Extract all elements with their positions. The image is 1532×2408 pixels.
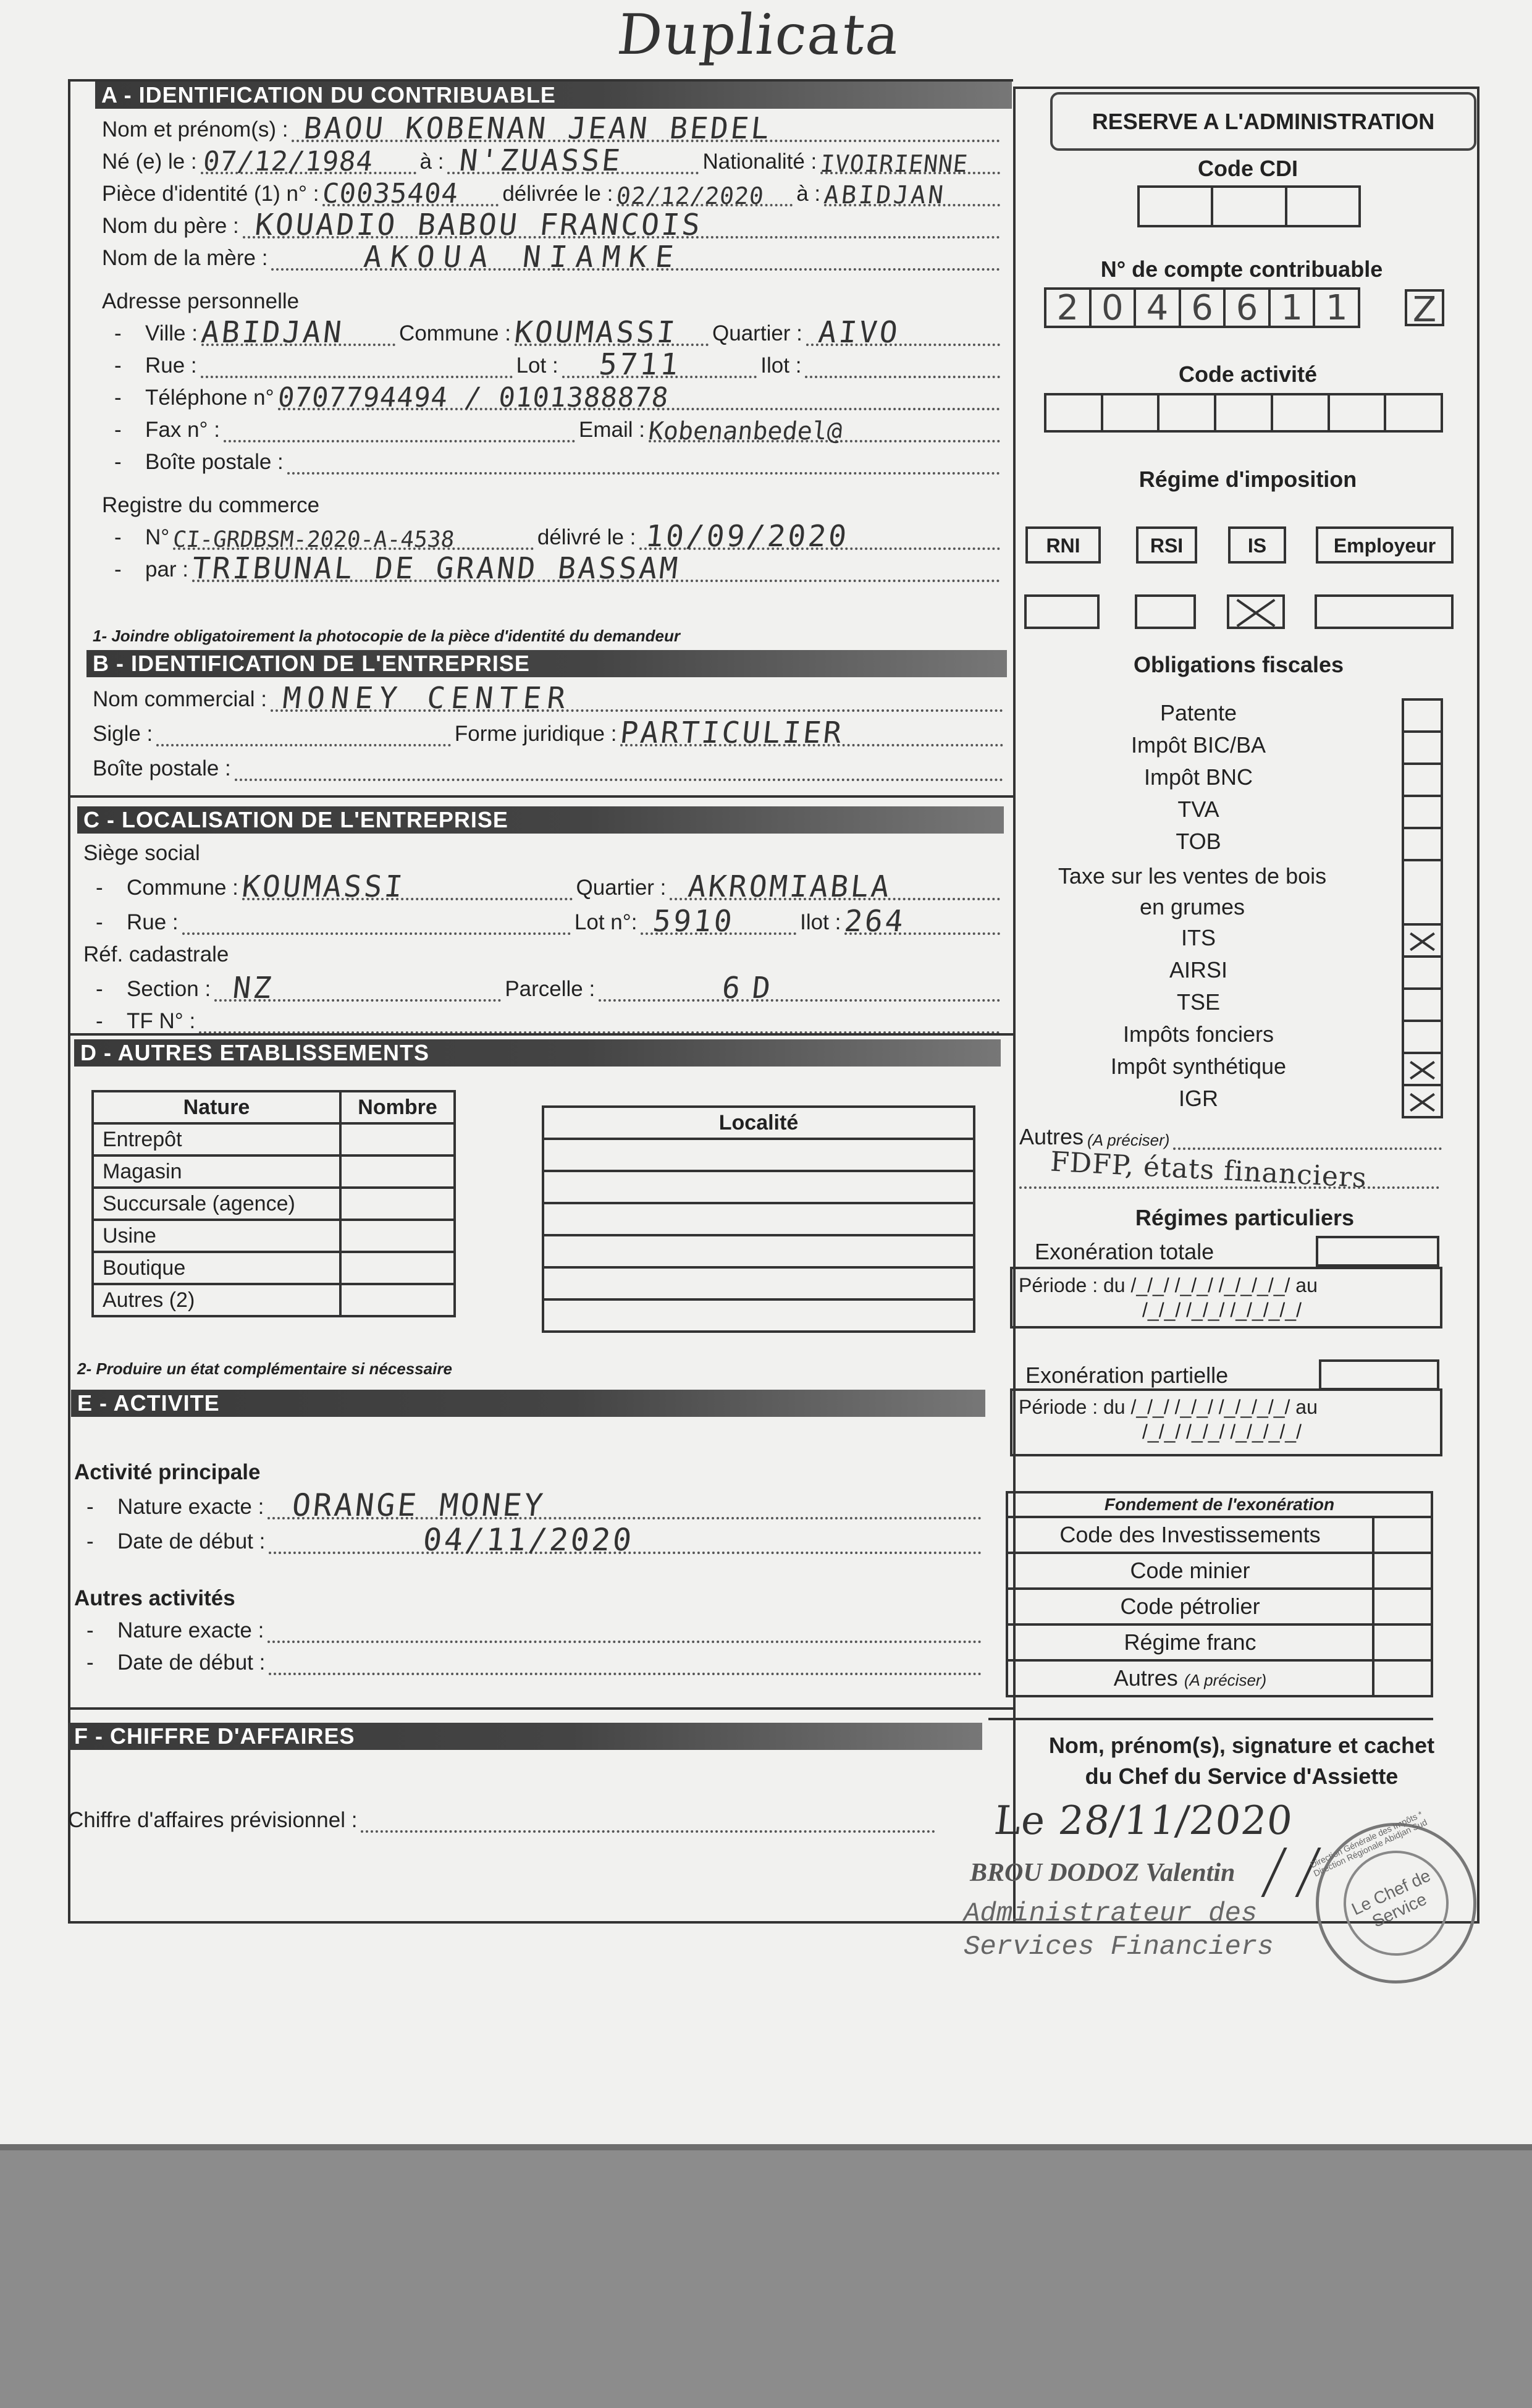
- field-telephone: - Téléphone n° 0707794494 / 0101388878: [102, 378, 1004, 410]
- col-nombre: Nombre: [340, 1091, 455, 1123]
- patente-checkbox[interactable]: [1402, 698, 1443, 733]
- fondement-header: Fondement de l'exonération: [1007, 1492, 1432, 1517]
- localite-input[interactable]: [543, 1203, 974, 1235]
- etablissements-table: [91, 1090, 456, 1317]
- parcelle-input[interactable]: [599, 971, 1000, 1005]
- label: N°: [145, 525, 170, 549]
- value: 10/09/2020: [644, 519, 851, 554]
- value: Kobenanbedel@: [647, 417, 844, 446]
- section-c-header: C - LOCALISATION DE L'ENTREPRISE: [77, 806, 1004, 834]
- field-bp-entreprise: [93, 746, 1007, 781]
- igr-checkbox-checked[interactable]: [1402, 1086, 1443, 1118]
- label: Ville :: [145, 321, 198, 345]
- regimes-particuliers-label: Régimes particuliers: [1135, 1205, 1355, 1230]
- value: ABIDJAN: [200, 315, 346, 350]
- label: Nom de la mère :: [102, 246, 268, 270]
- section-b-header: B - IDENTIFICATION DE L'ENTREPRISE: [86, 650, 1007, 677]
- taxe-bois-checkbox[interactable]: [1402, 861, 1443, 926]
- digit: 6: [1226, 290, 1271, 326]
- localite-table: [542, 1105, 975, 1333]
- label: Nom du père :: [102, 214, 239, 238]
- section-a-fields: [102, 110, 1004, 586]
- section-c: [77, 806, 1004, 1034]
- divider: [68, 1707, 1013, 1710]
- label: Téléphone n°: [145, 386, 274, 410]
- obligation-igr: IGR: [1178, 1086, 1218, 1111]
- nom-input[interactable]: [292, 111, 1000, 146]
- value: TRIBUNAL DE GRAND BASSAM: [190, 551, 682, 586]
- label: Nature exacte :: [117, 1495, 264, 1519]
- siege-heading: [83, 834, 1004, 866]
- value: ORANGE MONEY: [290, 1487, 547, 1523]
- value: 07/12/1984: [201, 146, 375, 177]
- value: KOUMASSI: [513, 315, 680, 350]
- localite-input[interactable]: [543, 1139, 974, 1171]
- fondement-label: Code pétrolier: [1007, 1589, 1373, 1624]
- par-input[interactable]: [190, 551, 1000, 586]
- nature-cell: Autres (2): [93, 1284, 340, 1316]
- field-chiffre-affaires: [68, 1804, 939, 1833]
- value: C0035404: [321, 178, 461, 209]
- field-pere: [102, 206, 1004, 242]
- table-row: [93, 1284, 455, 1316]
- label: Parcelle :: [505, 977, 596, 1001]
- field-sigle: [93, 712, 1007, 750]
- autres-date-input[interactable]: [269, 1654, 982, 1675]
- pere-input[interactable]: [243, 208, 1000, 242]
- regime-rni-checkbox[interactable]: [1024, 594, 1100, 629]
- exo-partielle-checkbox[interactable]: [1319, 1359, 1439, 1390]
- rue-entreprise-input[interactable]: [182, 914, 571, 935]
- fondement-label: Code des Investissements: [1007, 1517, 1373, 1553]
- bnc-checkbox[interactable]: [1402, 765, 1443, 797]
- piece-date-input[interactable]: [615, 182, 793, 209]
- value: BAOU KOBENAN JEAN BEDEL: [302, 111, 774, 146]
- digit: 0: [1092, 290, 1137, 326]
- nationalite-input[interactable]: [819, 150, 1000, 177]
- label: Rue :: [127, 910, 179, 934]
- value: 264: [843, 904, 907, 939]
- signature-date: Le 28/11/2020: [992, 1798, 1295, 1844]
- value: PARTICULIER: [618, 716, 846, 750]
- regime-rni-label: RNI: [1025, 526, 1101, 564]
- tva-checkbox[interactable]: [1402, 797, 1443, 829]
- nombre-input[interactable]: [340, 1188, 455, 1220]
- localite-input[interactable]: [543, 1171, 974, 1203]
- obligation-airsi: AIRSI: [1169, 957, 1228, 982]
- label: Autres: [1019, 1124, 1084, 1149]
- obligations-label: Obligations fiscales: [1133, 652, 1344, 677]
- rue-input[interactable]: [201, 357, 513, 378]
- value: 5910: [651, 904, 737, 939]
- label: Adresse personnelle: [102, 289, 300, 313]
- field-rue-entreprise: - Rue : Lot n°: 5910 Ilot : 264: [83, 900, 1004, 935]
- obligation-bic: Impôt BIC/BA: [1130, 732, 1266, 758]
- label: à :: [419, 150, 444, 174]
- hint: (A préciser): [1087, 1131, 1170, 1149]
- bp-entreprise-input[interactable]: [235, 760, 1003, 781]
- obligation-tse: TSE: [1176, 989, 1220, 1015]
- label: Nom commercial :: [93, 687, 267, 711]
- label: Registre du commerce: [102, 493, 320, 517]
- nombre-input[interactable]: [340, 1252, 455, 1284]
- fondement-checkbox[interactable]: [1373, 1660, 1432, 1696]
- field-commune-entreprise: - Commune : KOUMASSI Quartier : AKROMIABLA: [83, 866, 1004, 900]
- exo-totale-periode[interactable]: [1010, 1267, 1442, 1329]
- field-autres-date: - Date de début :: [74, 1643, 985, 1675]
- fondement-label: Autres: [1113, 1665, 1178, 1691]
- divider: [988, 1718, 1433, 1720]
- table-row: [93, 1123, 455, 1155]
- label: Date de début :: [117, 1529, 266, 1553]
- fondement-checkbox[interactable]: [1373, 1624, 1432, 1660]
- regime-employeur-checkbox[interactable]: [1315, 594, 1454, 629]
- fax-input[interactable]: [224, 421, 575, 442]
- obligation-patente: Patente: [1160, 700, 1237, 725]
- exo-totale-label: Exonération totale: [1035, 1239, 1214, 1264]
- value: KOUMASSI: [240, 869, 407, 904]
- label: Services Financiers: [964, 1932, 1274, 1962]
- label: Quartier :: [576, 876, 667, 900]
- commune-input[interactable]: [513, 315, 709, 350]
- tob-checkbox[interactable]: [1402, 829, 1443, 861]
- label: Boîte postale :: [145, 450, 284, 474]
- label: Email :: [579, 418, 645, 442]
- value: AKOUA NIAMKE: [362, 240, 684, 274]
- label: Section :: [127, 977, 211, 1001]
- nature-cell: Boutique: [93, 1252, 340, 1284]
- periode-line: /_/_/ /_/_/ /_/_/_/_/: [1142, 1299, 1302, 1321]
- fondement-checkbox[interactable]: [1373, 1589, 1432, 1624]
- section-d-header: D - AUTRES ETABLISSEMENTS: [74, 1039, 1001, 1067]
- periode-line: /_/_/ /_/_/ /_/_/_/_/: [1142, 1421, 1302, 1443]
- obligation-its: ITS: [1181, 925, 1216, 950]
- table-row: [1007, 1624, 1432, 1660]
- nature-cell: Succursale (agence): [93, 1188, 340, 1220]
- digit: 6: [1181, 290, 1226, 326]
- value: IVOIRIENNE: [819, 150, 970, 177]
- field-nom: [102, 110, 1004, 146]
- signatory-title: [964, 1897, 1274, 1964]
- lot-entreprise-input[interactable]: [641, 904, 796, 939]
- label: Lot :: [516, 353, 558, 378]
- exo-totale-checkbox[interactable]: [1316, 1236, 1439, 1267]
- airsi-checkbox[interactable]: [1402, 958, 1443, 990]
- label: Date de début :: [117, 1650, 266, 1675]
- field-naissance: [102, 142, 1004, 178]
- nature-cell: Magasin: [93, 1155, 340, 1188]
- label: par :: [145, 557, 189, 581]
- section-e-header: E - ACTIVITE: [71, 1390, 985, 1417]
- label: du Chef du Service d'Assiette: [1085, 1764, 1399, 1789]
- fondement-label: Régime franc: [1007, 1624, 1373, 1660]
- label: Quartier :: [712, 321, 802, 345]
- autres-nature-input[interactable]: [267, 1622, 982, 1643]
- fondement-table: [1006, 1491, 1433, 1697]
- ref-cadastrale-heading: [83, 935, 1004, 967]
- label: Nature exacte :: [117, 1618, 264, 1642]
- quartier-input[interactable]: [806, 315, 1000, 350]
- section-e: [71, 1390, 985, 1675]
- label: Nom et prénom(s) :: [102, 117, 288, 142]
- value: 02/12/2020: [615, 182, 766, 209]
- fondement-checkbox[interactable]: [1373, 1553, 1432, 1589]
- label: Réf. cadastrale: [83, 942, 229, 966]
- nombre-input[interactable]: [340, 1284, 455, 1316]
- value: 04/11/2020: [421, 1522, 636, 1558]
- localite-input[interactable]: [543, 1235, 974, 1267]
- label: Activité principale: [74, 1460, 261, 1484]
- localite-input[interactable]: [543, 1299, 974, 1332]
- regime-rsi-checkbox[interactable]: [1135, 594, 1196, 629]
- field-autres-obligations: [1019, 1122, 1446, 1150]
- regime-label: Régime d'imposition: [1138, 467, 1357, 492]
- regime-is-label: IS: [1228, 526, 1286, 564]
- section-b: [86, 650, 1007, 781]
- piece-input[interactable]: [321, 178, 499, 209]
- quartier-entreprise-input[interactable]: [670, 869, 1000, 904]
- value: 0707794494 / 0101388878: [276, 382, 670, 413]
- section-a-header: A - IDENTIFICATION DU CONTRIBUABLE: [95, 82, 1012, 109]
- registre-heading: [102, 475, 1004, 518]
- autres-activites-heading: [74, 1554, 985, 1611]
- table-row: [1007, 1589, 1432, 1624]
- nombre-input[interactable]: [340, 1123, 455, 1155]
- exo-partielle-label: Exonération partielle: [1025, 1362, 1229, 1388]
- forme-juridique-input[interactable]: [618, 716, 1003, 750]
- email-input[interactable]: [647, 417, 1000, 446]
- fondement-label: Code minier: [1007, 1553, 1373, 1589]
- lieu-naissance-input[interactable]: [447, 143, 699, 178]
- autres-obligations-value: FDFP, états financiers: [1050, 1146, 1368, 1194]
- sigle-input[interactable]: [156, 725, 451, 746]
- activite-principale-heading: [74, 1417, 985, 1485]
- field-autres-nature: - Nature exacte :: [74, 1611, 985, 1643]
- field-section: - Section : NZ Parcelle : 6D: [83, 967, 1004, 1002]
- obligation-tva: TVA: [1177, 796, 1219, 822]
- tse-checkbox[interactable]: [1402, 990, 1443, 1022]
- autres-obligations-input[interactable]: [1173, 1129, 1442, 1150]
- value: CI-GRDBSM-2020-A-4538: [172, 527, 456, 552]
- label: Boîte postale :: [93, 756, 231, 780]
- label: Ilot :: [800, 910, 841, 934]
- col-localite: Localité: [543, 1107, 974, 1139]
- label: Nationalité :: [702, 150, 817, 174]
- label: Forme juridique :: [454, 722, 617, 746]
- section-f: [68, 1723, 982, 1750]
- nombre-input[interactable]: [340, 1220, 455, 1252]
- field-rc: - N° CI-GRDBSM-2020-A-4538 délivré le : 10/09/2020: [102, 518, 1004, 550]
- signature-heading: [1013, 1730, 1470, 1792]
- stamp-center-text: Le Chef de Service: [1349, 1865, 1434, 1932]
- label: Commune :: [399, 321, 511, 345]
- table-row: [93, 1220, 455, 1252]
- label: Rue :: [145, 353, 197, 378]
- table-row: [1007, 1553, 1432, 1589]
- fonciers-checkbox[interactable]: [1402, 1022, 1443, 1054]
- label: Fax n° :: [145, 418, 220, 442]
- ville-input[interactable]: [200, 315, 395, 350]
- admin-title: RESERVE A L'ADMINISTRATION: [1050, 92, 1476, 151]
- field-tf: - TF N° :: [83, 1002, 1004, 1034]
- obligation-bnc: Impôt BNC: [1143, 764, 1253, 790]
- bic-checkbox[interactable]: [1402, 733, 1443, 765]
- label: TF N° :: [127, 1009, 196, 1033]
- field-rue: - Rue : Lot : 5711 Ilot :: [102, 346, 1004, 378]
- divider: [68, 1033, 1013, 1036]
- value: AIVO: [816, 315, 902, 350]
- label: Commune :: [127, 876, 238, 900]
- its-checkbox-checked[interactable]: [1402, 926, 1443, 958]
- value: AKROMIABLA: [686, 869, 894, 904]
- digit: 4: [1136, 290, 1181, 326]
- label: délivrée le :: [502, 182, 613, 206]
- duplicata-handwritten: Duplicata: [614, 2, 904, 67]
- obligation-synthetique: Impôt synthétique: [1110, 1054, 1287, 1079]
- note-1: 1- Joindre obligatoirement la photocopie de la pièce d'identité du demandeur: [93, 627, 680, 645]
- section-f-header: F - CHIFFRE D'AFFAIRES: [68, 1723, 982, 1750]
- note-2: 2- Produire un état complémentaire si nécessaire: [77, 1359, 452, 1378]
- section-input[interactable]: [214, 971, 501, 1005]
- regime-employeur-label: Employeur: [1316, 526, 1454, 564]
- table-row: [93, 1252, 455, 1284]
- periode-line: Période : du /_/_/ /_/_/ /_/_/_/_/ au: [1019, 1396, 1318, 1418]
- obligation-taxe-bois: Taxe sur les ventes de bois en grumes: [1058, 863, 1327, 919]
- adresse-heading: [102, 271, 1004, 314]
- obligation-fonciers: Impôts fonciers: [1122, 1021, 1274, 1047]
- value: KOUADIO BABOU FRANCOIS: [253, 208, 704, 242]
- label: Sigle :: [93, 722, 153, 746]
- synthetique-checkbox-checked[interactable]: [1402, 1054, 1443, 1086]
- label: Pièce d'identité (1) n° :: [102, 182, 319, 206]
- field-bp: - Boîte postale :: [102, 442, 1004, 475]
- compte-key-input[interactable]: [1405, 289, 1444, 330]
- label: à :: [796, 182, 821, 206]
- field-date-debut: - Date de début : 04/11/2020: [74, 1519, 985, 1554]
- periode-line: Période : du /_/_/ /_/_/ /_/_/_/_/ au: [1019, 1274, 1318, 1296]
- code-cdi-label: Code CDI: [1198, 156, 1298, 181]
- ilot-input[interactable]: [805, 357, 1000, 378]
- label: Lot n°:: [574, 910, 638, 934]
- table-row: [93, 1188, 455, 1220]
- obligation-tob: TOB: [1176, 829, 1221, 854]
- hint: (A préciser): [1184, 1671, 1267, 1689]
- col-nature: Nature: [93, 1091, 340, 1123]
- rc-date-input[interactable]: [639, 519, 1000, 554]
- rc-input[interactable]: [173, 529, 534, 550]
- field-mere: [102, 239, 1004, 274]
- value: ABIDJAN: [822, 181, 948, 209]
- bp-input[interactable]: [287, 454, 1000, 475]
- field-par: - par : TRIBUNAL DE GRAND BASSAM: [102, 550, 1004, 582]
- digit: 2: [1046, 290, 1092, 326]
- lot-input[interactable]: [562, 347, 757, 382]
- label: Autres activités: [74, 1586, 235, 1610]
- label: Siège social: [83, 841, 200, 865]
- signatory-name: BROU DODOZ Valentin: [970, 1859, 1235, 1887]
- field-nom-commercial: [93, 677, 1007, 716]
- code-cdi-input[interactable]: [1137, 185, 1361, 227]
- mere-input[interactable]: [271, 240, 1000, 274]
- stamp-ring-text: Direction Générale des Impôts * Direction Régionale Abidjan Sud: [1308, 1809, 1429, 1878]
- regime-is-checkbox-checked[interactable]: [1227, 594, 1285, 629]
- key: Z: [1412, 290, 1437, 330]
- code-activite-input[interactable]: [1044, 393, 1443, 433]
- compte-label: N° de compte contribuable: [1100, 256, 1383, 282]
- section-a: [95, 82, 1012, 109]
- ilot-entreprise-input[interactable]: [843, 904, 1000, 939]
- table-row: [93, 1155, 455, 1188]
- commune-entreprise-input[interactable]: [240, 869, 573, 904]
- regime-rsi-label: RSI: [1136, 526, 1197, 564]
- field-ville: - Ville : ABIDJAN Commune : KOUMASSI Quartier : AIVO: [102, 314, 1004, 346]
- section-d: [74, 1039, 1001, 1067]
- label: Chiffre d'affaires prévisionnel :: [68, 1808, 358, 1832]
- table-row: [1007, 1517, 1432, 1553]
- nombre-input[interactable]: [340, 1155, 455, 1188]
- value: N'ZUASSE: [458, 143, 625, 178]
- divider: [68, 795, 1013, 798]
- value: MONEY CENTER: [281, 681, 573, 716]
- label: Nom, prénom(s), signature et cachet: [1048, 1733, 1435, 1758]
- value: 5711: [597, 347, 683, 382]
- compte-input[interactable]: [1044, 287, 1360, 328]
- chiffre-affaires-input[interactable]: [361, 1812, 935, 1833]
- value: 6D: [720, 971, 785, 1005]
- label: Ilot :: [760, 353, 802, 378]
- fondement-checkbox[interactable]: [1373, 1517, 1432, 1553]
- localite-input[interactable]: [543, 1267, 974, 1299]
- label: Né (e) le :: [102, 150, 197, 174]
- nature-cell: Usine: [93, 1220, 340, 1252]
- field-nature: - Nature exacte : ORANGE MONEY: [74, 1485, 985, 1519]
- field-fax: - Fax n° : Email : Kobenanbedel@: [102, 410, 1004, 442]
- table-row: [1007, 1660, 1432, 1696]
- label: Administrateur des: [964, 1898, 1258, 1929]
- nom-commercial-input[interactable]: [271, 681, 1003, 716]
- scan-background: [0, 2150, 1532, 2408]
- field-piece: [102, 174, 1004, 209]
- autres-obligations-line2: [1019, 1186, 1439, 1189]
- code-activite-label: Code activité: [1178, 361, 1318, 387]
- label: délivré le :: [537, 525, 636, 549]
- value: NZ: [231, 971, 276, 1005]
- nature-cell: Entrepôt: [93, 1123, 340, 1155]
- digit: 1: [1325, 288, 1348, 328]
- date-naissance-input[interactable]: [201, 146, 416, 177]
- exo-partielle-periode[interactable]: [1010, 1388, 1442, 1456]
- tf-input[interactable]: [199, 1013, 1000, 1034]
- piece-lieu-input[interactable]: [822, 181, 1000, 209]
- digit: 1: [1271, 290, 1316, 326]
